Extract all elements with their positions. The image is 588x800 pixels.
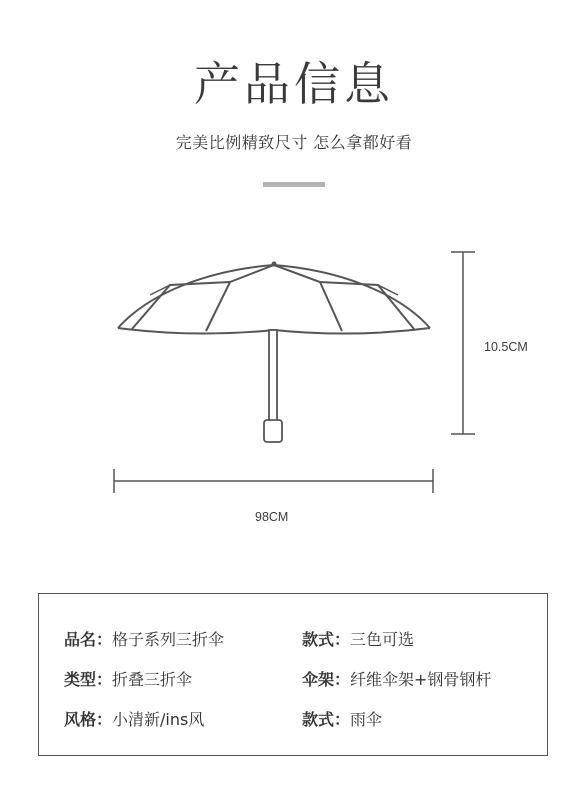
umbrella-illustration	[0, 230, 588, 550]
spec-value: 小清新/ins风	[112, 710, 205, 729]
spec-key: 款式：	[302, 710, 351, 729]
spec-value: 纤维伞架+钢骨钢杆	[350, 670, 492, 689]
spec-value: 雨伞	[350, 710, 383, 729]
spec-type	[64, 667, 192, 690]
spec-design	[64, 707, 204, 730]
spec-key: 品名：	[64, 630, 113, 649]
spec-value: 格子系列三折伞	[112, 630, 225, 649]
umbrella-shaft	[269, 330, 277, 422]
spec-key: 类型：	[64, 670, 113, 689]
spec-category	[302, 707, 382, 730]
page-title: 产品信息	[194, 57, 394, 111]
spec-key: 风格：	[64, 710, 113, 729]
spec-value: 折叠三折伞	[112, 670, 193, 689]
product-spec-box	[38, 593, 548, 756]
spec-key: 伞架：	[302, 670, 351, 689]
spec-value: 三色可选	[350, 630, 415, 649]
umbrella-tip	[272, 262, 277, 267]
height-dimension-label: 10.5CM	[484, 340, 528, 354]
spec-key: 款式：	[302, 630, 351, 649]
umbrella-canopy-outline	[118, 265, 430, 328]
umbrella-rib	[320, 282, 414, 329]
spec-frame	[302, 667, 491, 690]
width-dimension-label: 98CM	[255, 510, 289, 524]
umbrella-dimension-diagram	[0, 230, 588, 550]
accent-divider	[263, 182, 325, 187]
umbrella-handle	[264, 420, 282, 442]
page-subtitle: 完美比例精致尺寸 怎么拿都好看	[175, 133, 413, 152]
spec-name	[64, 627, 224, 650]
spec-style	[302, 627, 414, 650]
umbrella-rib	[132, 282, 230, 329]
